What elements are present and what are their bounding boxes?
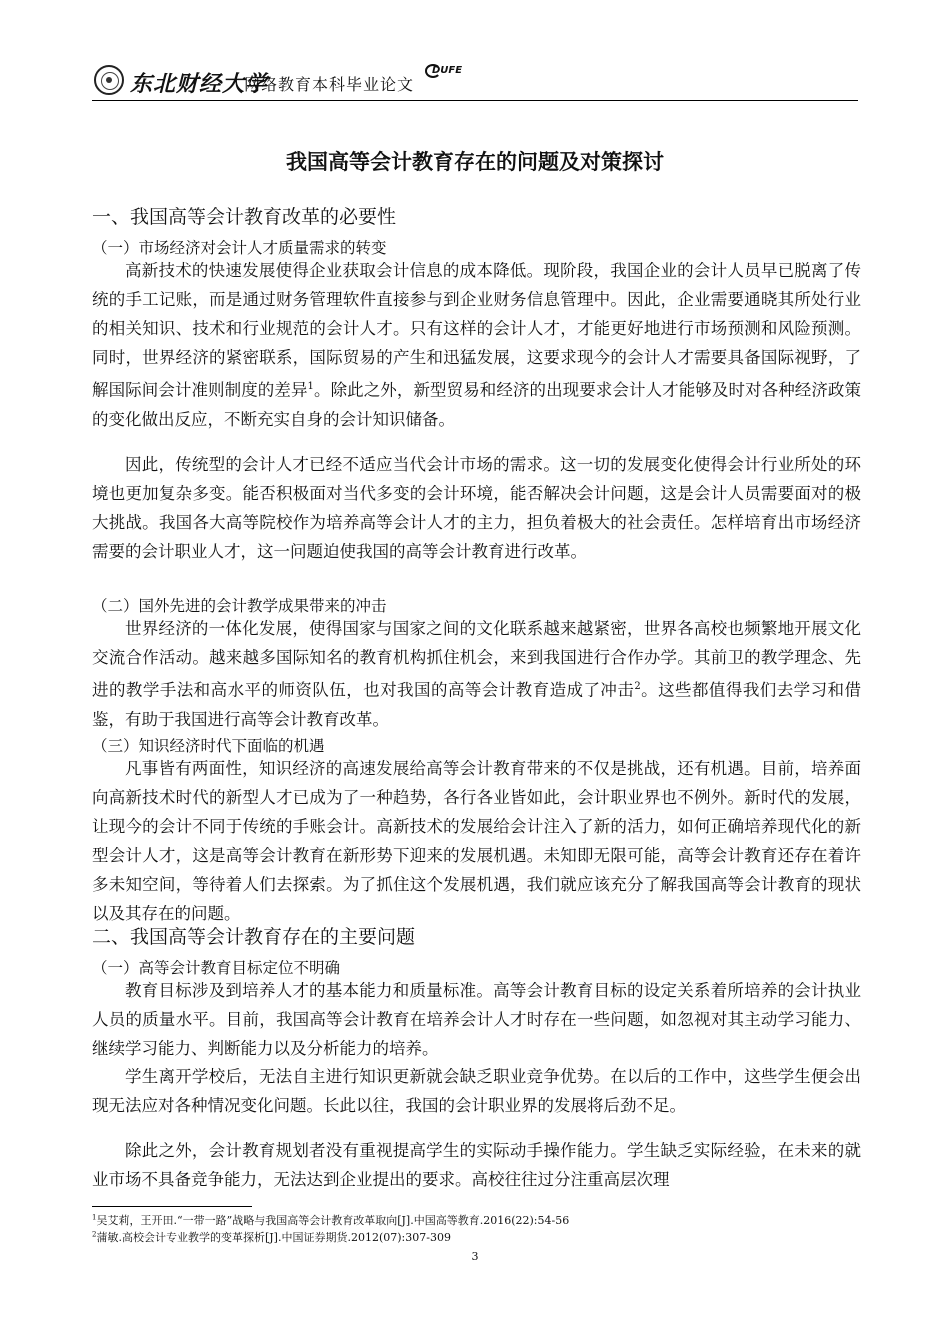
subsection-heading-1-2: （二）国外先进的会计教学成果带来的冲击 bbox=[92, 597, 387, 615]
page-header bbox=[92, 62, 858, 104]
paragraph: 凡事皆有两面性，知识经济的高速发展给高等会计教育带来的不仅是挑战，还有机遇。目前，培养面向高新技术时代的新型人才已成为了一种趋势，各行各业皆如此，会计职业界也不例外。新时代的发展，让现今的会计不同于传统的手账会计。高新技术的发展给会计注入了新的活力，如何正确培养现代化的新型会计人才，这是高等会计教育在新形势下迎来的发展机遇。未知即无限可能，高等会计教育还存在着许多未知空间，等待着人们去探索。为了抓住这个发展机遇，我们就应该充分了解我国高等会计教育的现状以及其存在的问题。 bbox=[92, 759, 861, 923]
subsection-heading-2-1: （一）高等会计教育目标定位不明确 bbox=[92, 959, 341, 977]
page-title: 我国高等会计教育存在的问题及对策探讨 bbox=[286, 150, 664, 174]
section-heading-1: 一、我国高等会计教育改革的必要性 bbox=[92, 206, 397, 228]
subsection-heading-1-3: （三）知识经济时代下面临的机遇 bbox=[92, 737, 325, 755]
header-divider bbox=[92, 100, 858, 101]
footnote-divider bbox=[92, 1206, 252, 1207]
page-number: 3 bbox=[471, 1250, 479, 1263]
paragraph: 除此之外，会计教育规划者没有重视提高学生的实际动手操作能力。学生缺乏实际经验，在未来的就业市场不具备竞争能力，无法达到企业提出的要求。高校往往过分注重高层次理 bbox=[92, 1141, 861, 1189]
paragraph: 学生离开学校后，无法自主进行知识更新就会缺乏职业竞争优势。在以后的工作中，这些学生便会出现无法应对各种情况变化问题。长此以往，我国的会计职业界的发展将后劲不足。 bbox=[92, 1067, 861, 1115]
paragraph: 高新技术的快速发展使得企业获取会计信息的成本降低。现阶段，我国企业的会计人员早已脱离了传统的手工记账，而是通过财务管理软件直接参与到企业财务信息管理中。因此，企业需要通晓其所处行业的相关知识、技术和行业规范的会计人才。只有这样的会计人才，才能更好地进行市场预测和风险预测。同时，世界经济的紧密联系，国际贸易的产生和迅猛发展，这要求现今的会计人才需要具备国际视野，了解国际间会计准则制度的差异$^1$。除此之外，新型贸易和经济的出现要求会计人才能够及时对各种经济政策的变化做出反应，不断充实自身的会计知识储备。 bbox=[92, 261, 862, 429]
paragraph: 因此，传统型的会计人才已经不适应当代会计市场的需求。这一切的发展变化使得会计行业所处的环境也更加复杂多变。能否积极面对当代多变的会计环境，能否解决会计问题，这是会计人员需要面对的极大挑战。我国各大高等院校作为培养高等会计人才的主力，担负着极大的社会责任。怎样培育出市场经济需要的会计职业人才，这一问题迫使我国的高等会计教育进行改革。 bbox=[92, 455, 861, 561]
header-subtitle: 网络教育本科毕业论文 bbox=[244, 75, 415, 94]
subsection-heading-1-1: （一）市场经济对会计人才质量需求的转变 bbox=[92, 239, 387, 257]
footnote-1: $^1$吴艾莉，王开田.“一带一路”战略与我国高等会计教育改革取向[J].中国高等教育.2016(22):54-56 bbox=[92, 1213, 570, 1227]
university-name: 东北财经大学 bbox=[130, 71, 269, 97]
university-seal-icon bbox=[94, 65, 124, 95]
section-heading-2: 二、我国高等会计教育存在的主要问题 bbox=[92, 926, 416, 948]
paragraph: 教育目标涉及到培养人才的基本能力和质量标准。高等会计教育目标的设定关系着所培养的会计执业人员的质量水平。目前，我国高等会计教育在培养会计人才时存在一些问题，如忽视对其主动学习能力、继续学习能力、判断能力以及分析能力的培养。 bbox=[92, 981, 861, 1058]
paragraph: 世界经济的一体化发展，使得国家与国家之间的文化联系越来越紧密，世界各高校也频繁地开展文化交流合作活动。越来越多国际知名的教育机构抓住机会，来到我国进行合作办学。其前卫的教学理念、先进的教学手法和高水平的师资队伍，也对我国的高等会计教育造成了冲击$^2$。这些都值得我们去学习和借鉴，有助于我国进行高等会计教育改革。 bbox=[92, 619, 862, 729]
footnote-2: $^2$蒲敏.高校会计专业教学的变革探析[J].中国证券期货.2012(07):307-309 bbox=[92, 1230, 451, 1244]
footnote-ref: 1 bbox=[307, 381, 314, 392]
dufe-logo-text: DUFE bbox=[432, 65, 463, 76]
footnote-ref: 2 bbox=[634, 681, 641, 692]
